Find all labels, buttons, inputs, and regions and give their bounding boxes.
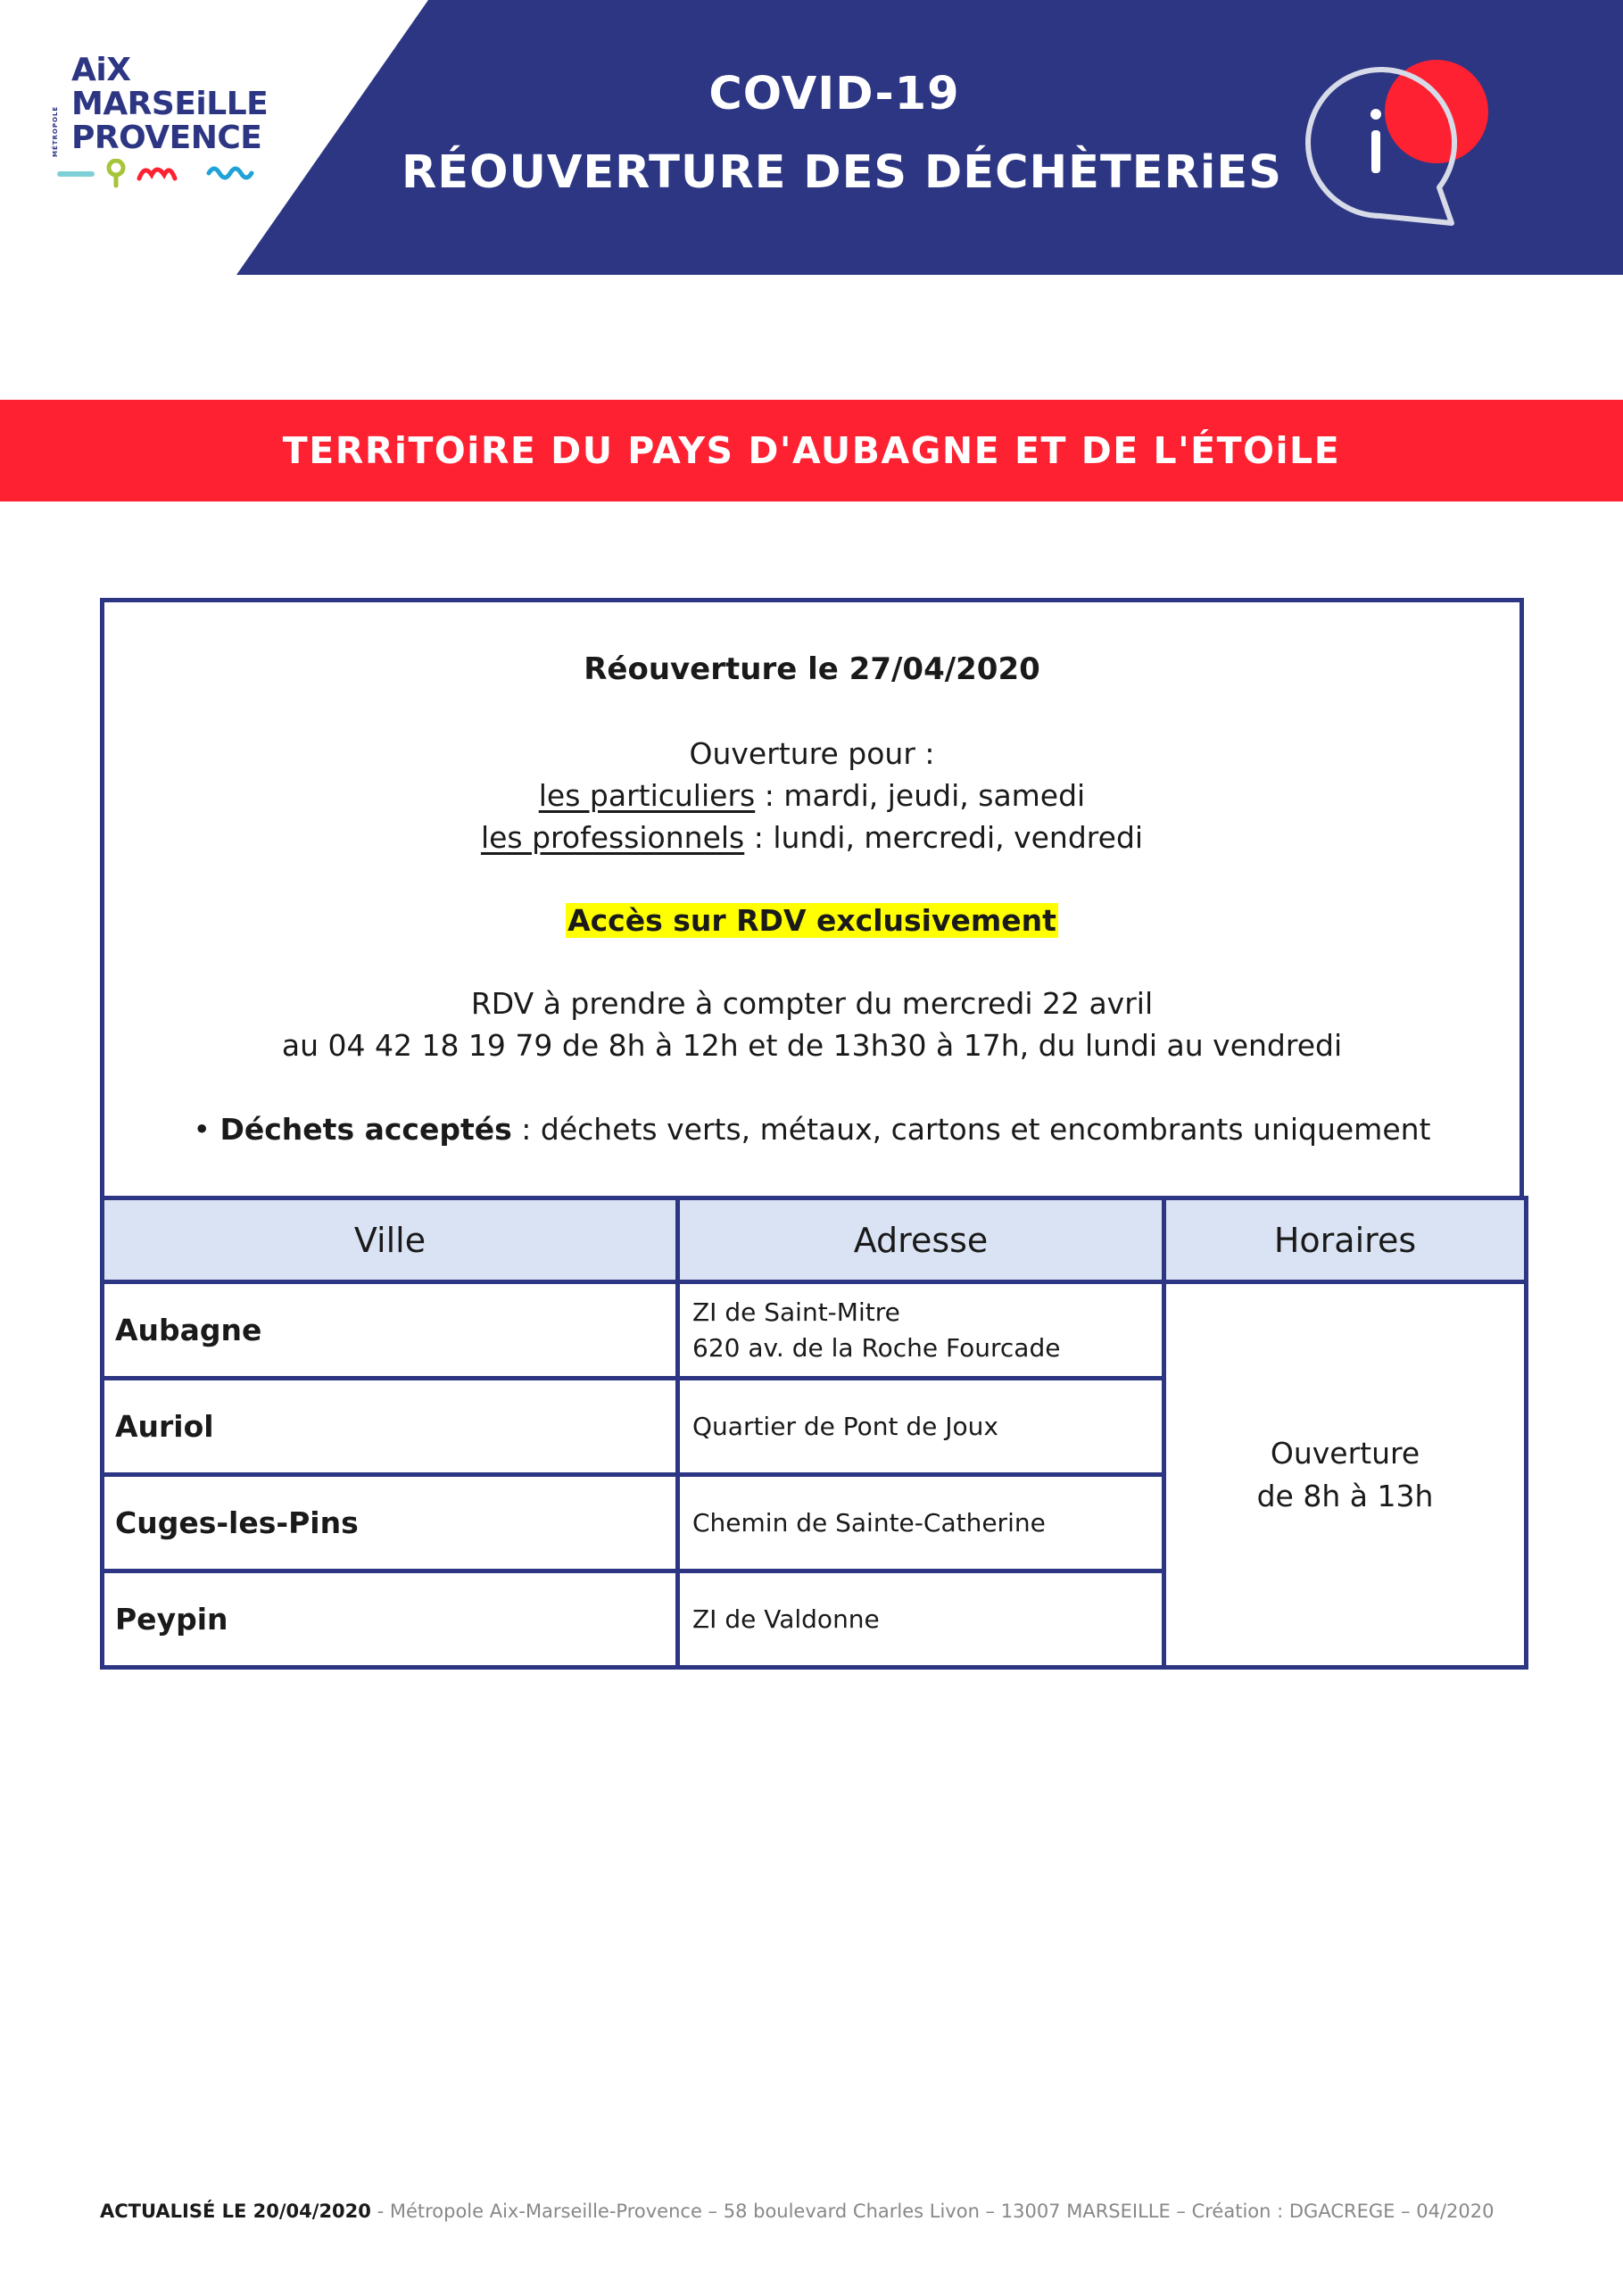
access-notice (104, 903, 1519, 938)
waste-centers-table (100, 1196, 1528, 1670)
ville-cell: Aubagne (103, 1282, 678, 1379)
adresse-cell: ZI de Valdonne (678, 1571, 1164, 1668)
metropole-logo (52, 54, 275, 187)
adresse-cell: Chemin de Sainte-Catherine (678, 1475, 1164, 1571)
reopening-date: Réouverture le 27/04/2020 (584, 651, 1040, 687)
individuals-days-text: : mardi, jeudi, samedi (755, 778, 1086, 813)
table-row (103, 1282, 1527, 1379)
adresse-cell (678, 1282, 1164, 1379)
hours-line-2: de 8h à 13h (1256, 1478, 1434, 1513)
rdv-line-2: au 04 42 18 19 79 de 8h à 12h et de 13h30 à 17h, du lundi au vendredi (281, 1028, 1343, 1063)
page-title (402, 55, 1282, 212)
adresse-line-2: 620 av. de la Roche Fourcade (692, 1332, 1061, 1363)
accepted-waste-label: Déchets acceptés (219, 1112, 512, 1147)
professionals-days-text: : lundi, mercredi, vendredi (744, 820, 1144, 855)
footer-updated: ACTUALISÉ LE 20/04/2020 (100, 2201, 371, 2222)
footer (100, 2201, 1494, 2222)
individuals-days (104, 778, 1519, 813)
hours-cell (1164, 1282, 1527, 1668)
logo-line-2: MARSEiLLE (71, 86, 269, 122)
professionals-days (104, 820, 1519, 855)
footer-credits: - Métropole Aix-Marseille-Provence – 58 boulevard Charles Livon – 13007 MARSEILLE – Création : DGACREGE – 04/2020 (370, 2201, 1495, 2222)
column-header-adresse: Adresse (678, 1198, 1164, 1282)
bullet: • (193, 1112, 220, 1147)
accepted-waste (104, 1112, 1519, 1147)
title-line-1: COVID-19 (708, 68, 960, 120)
adresse-cell: Quartier de Pont de Joux (678, 1379, 1164, 1475)
professionals-label: les professionnels (480, 820, 745, 855)
adresse-line-1: ZI de Saint-Mitre (692, 1297, 900, 1327)
accepted-waste-text: : déchets verts, métaux, cartons et encombrants uniquement (511, 1112, 1431, 1147)
hours-line-1: Ouverture (1270, 1435, 1420, 1471)
individuals-label: les particuliers (538, 778, 756, 813)
column-header-ville: Ville (103, 1198, 678, 1282)
access-highlight: Accès sur RDV exclusivement (567, 903, 1056, 938)
territory-banner: TERRiTOiRE DU PAYS D'AUBAGNE ET DE L'ÉTOiLE (0, 400, 1623, 501)
table-header-row (103, 1198, 1527, 1282)
info-bubble-icon (1298, 54, 1512, 232)
opening-for-label: Ouverture pour : (689, 736, 935, 771)
column-header-horaires: Horaires (1164, 1198, 1527, 1282)
info-box (100, 598, 1524, 1196)
rdv-line-1: RDV à prendre à compter du mercredi 22 avril (470, 986, 1154, 1021)
ville-cell: Peypin (103, 1571, 678, 1668)
logo-line-1: AiX (71, 52, 131, 88)
logo-marks-icon (52, 159, 275, 191)
ville-cell: Auriol (103, 1379, 678, 1475)
title-line-2: RÉOUVERTURE DES DÉCHÈTERiES (402, 146, 1282, 199)
logo-line-3: PROVENCE (71, 120, 262, 156)
ville-cell: Cuges-les-Pins (103, 1475, 678, 1571)
logo-vertical-text: MÉTROPOLE (52, 105, 59, 157)
